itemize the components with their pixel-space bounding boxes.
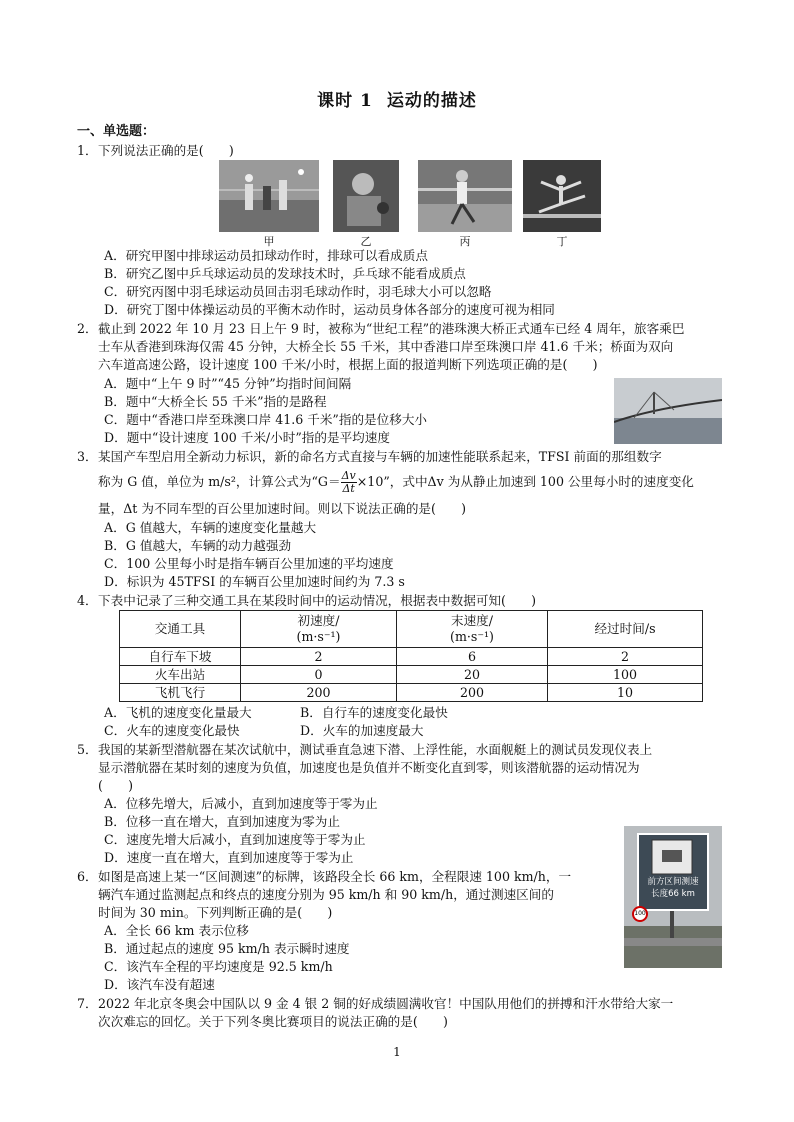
q4-option-d: D．火车的加速度最大 [300,723,424,738]
q2-option-c: C．题中“香港口岸至珠澳口岸 41.6 千米”指的是位移大小 [104,412,428,427]
question-7 [77,995,673,1013]
table-cell: 火车出站 [120,666,241,684]
question-2-line-3: 六车道高速公路，设计速度 100 千米/小时，根据上面的报道判断下列选项正确的是( ) [98,357,598,372]
q5-option-c: C．速度先增大后减小，直到加速度等于零为止 [104,832,366,847]
table-header-row [120,611,703,648]
q3-option-d: D．标识为 45TFSI 的车辆百公里加速时间约为 7.3 s [104,574,405,589]
photo-volleyball-drawing [219,160,319,232]
table-cell: 0 [241,666,397,684]
question-5-line-2: 显示潜航器在某时刻的速度为负值，加速度也是负值并不断变化直到零，则该潜航器的运动情况为 [98,760,640,775]
question-6 [77,868,571,886]
fraction-numerator: Δv [341,469,356,482]
table-cell: 200 [241,684,397,702]
title-topic: 运动的描述 [386,91,477,111]
table-cell: 20 [397,666,548,684]
q1-option-b: B．研究乙图中乒乓球运动员的发球技术时，乒乓球不能看成质点 [104,266,466,281]
sign-title: 前方区间测速 [647,877,699,887]
q3-option-b: B．G 值越大，车辆的动力越强劲 [104,538,292,553]
section-heading: 一、单选题： [77,124,156,139]
page-title [0,86,794,111]
page-number: 1 [393,1045,401,1059]
caption-bing: 丙 [459,235,471,248]
formula-fraction [341,470,357,495]
question-number: 2． [77,321,98,336]
question-6-line-3: 时间为 30 min。下列判断正确的是( ) [98,905,333,920]
motion-table [119,610,703,702]
question-text: 如图是高速上某一“区间测速”的标牌，该路段全长 66 km，全程限速 100 km/h，一 [98,869,572,884]
question-2 [77,320,684,338]
photo-speed-sign [624,826,722,968]
header-final-velocity-label: 末速度/ [450,613,494,628]
question-1 [77,142,234,160]
question-7-line-2: 次次难忘的回忆。关于下列冬奥比赛项目的说法正确的是( ) [98,1014,448,1029]
header-initial-velocity [241,611,397,648]
question-2-line-2: 士车从香港到珠海仅需 45 分钟，大桥全长 55 千米，其中香港口岸至珠澳口岸 41.6 千米；桥面为双向 [98,339,674,354]
q1-option-a: A．研究甲图中排球运动员扣球动作时，排球可以看成质点 [104,248,428,263]
question-number: 6． [77,869,98,884]
q6-option-d: D．该汽车没有超速 [104,977,215,992]
q2-option-b: B．题中“大桥全长 55 千米”指的是路程 [104,394,327,409]
question-text: 我国的某新型潜航器在某次试航中，测试垂直急速下潜、上浮性能，水面舰艇上的测试员发现仪表上 [98,742,653,757]
question-number: 4． [77,593,98,608]
question-5 [77,741,652,759]
photo-bridge [614,378,722,444]
q6-option-b: B．通过起点的速度 95 km/h 表示瞬时速度 [104,941,350,956]
caption-yi: 乙 [360,235,372,248]
table-cell: 飞机飞行 [120,684,241,702]
q5-option-d: D．速度一直在增大，直到加速度等于零为止 [104,850,354,865]
question-text: 下列说法正确的是( ) [98,143,234,158]
question-text: 某国产车型启用全新动力标识，新的命名方式直接与车辆的加速性能联系起来，TFSI 前面的那组数字 [98,449,662,464]
q5-option-b: B．位移一直在增大，直到加速度为零为止 [104,814,340,829]
q4-option-b: B．自行车的速度变化最快 [300,705,448,720]
photo-table-tennis [333,160,399,232]
table-cell: 自行车下坡 [120,648,241,666]
table-cell: 100 [548,666,703,684]
header-vehicle: 交通工具 [120,611,241,648]
table-row [120,666,703,684]
question-6-line-2: 辆汽车通过监测起点和终点的速度分别为 95 km/h 和 90 km/h，通过测速区间的 [98,887,554,902]
table-cell: 10 [548,684,703,702]
photo-table-tennis-drawing [333,160,399,232]
question-text: 截止到 2022 年 10 月 23 日上午 9 时，被称为“世纪工程”的港珠澳大桥正式通车已经 4 周年，旅客乘巴 [98,321,685,336]
q3-option-c: C．100 公里每小时是指车辆百公里加速的平均速度 [104,556,394,571]
q4-option-a: A．飞机的速度变化量最大 [104,705,252,720]
photo-volleyball [219,160,319,232]
fraction-denominator: Δt [342,482,355,495]
formula-prefix: 称为 G 值，单位为 m/s²，计算公式为“G＝ [98,474,341,489]
header-final-velocity-unit: (m·s⁻¹) [450,629,494,644]
question-3 [77,448,662,466]
photo-gymnastics [523,160,601,232]
q2-option-d: D．题中“设计速度 100 千米/小时”指的是平均速度 [104,430,390,445]
q3-option-a: A．G 值越大，车辆的速度变化量越大 [104,520,317,535]
question-3-line-2 [98,468,694,496]
table-cell: 2 [548,648,703,666]
header-initial-velocity-unit: (m·s⁻¹) [296,629,341,644]
photo-badminton [418,160,512,232]
question-text: 下表中记录了三种交通工具在某段时间中的运动情况，根据表中数据可知( ) [98,593,537,608]
table-row [120,648,703,666]
q1-option-d: D．研究丁图中体操运动员的平衡木动作时，运动员身体各部分的速度可视为相同 [104,302,555,317]
header-elapsed-time: 经过时间/s [548,611,703,648]
question-5-line-3: ( ) [98,778,134,793]
table-cell: 2 [241,648,397,666]
table-row [120,684,703,702]
q6-option-a: A．全长 66 km 表示位移 [104,923,249,938]
q2-option-a: A．题中“上午 9 时”“45 分钟”均指时间间隔 [104,376,352,391]
sign-length: 长度66 km [651,889,695,899]
table-cell: 6 [397,648,548,666]
question-text: 2022 年北京冬奥会中国队以 9 金 4 银 2 铜的好成绩圆满收官！中国队用他们的拼搏和汗水带给大家一 [98,996,674,1011]
header-initial-velocity-label: 初速度/ [297,613,340,628]
q1-option-c: C．研究丙图中羽毛球运动员回击羽毛球动作时，羽毛球大小可以忽略 [104,284,492,299]
title-lesson: 课时 1 [317,91,373,111]
formula-suffix: ×10”，式中Δv 为从静止加速到 100 公里每小时的速度变化 [356,474,694,489]
photo-badminton-drawing [418,160,512,232]
question-number: 7． [77,996,98,1011]
photo-bridge-drawing [614,378,722,444]
question-number: 5． [77,742,98,757]
q6-option-c: C．该汽车全程的平均速度是 92.5 km/h [104,959,333,974]
header-final-velocity [397,611,548,648]
question-3-line-3: 量，Δt 为不同车型的百公里加速时间。则以下说法正确的是( ) [98,501,467,516]
q5-option-a: A．位移先增大，后减小，直到加速度等于零为止 [104,796,378,811]
caption-ding: 丁 [556,235,568,248]
caption-jia: 甲 [263,235,275,248]
sign-speed-limit: 100 [634,910,646,917]
question-4 [77,592,536,610]
q4-option-c: C．火车的速度变化最快 [104,723,240,738]
table-cell: 200 [397,684,548,702]
question-number: 1． [77,143,98,158]
question-number: 3． [77,449,98,464]
photo-gymnastics-drawing [523,160,601,232]
